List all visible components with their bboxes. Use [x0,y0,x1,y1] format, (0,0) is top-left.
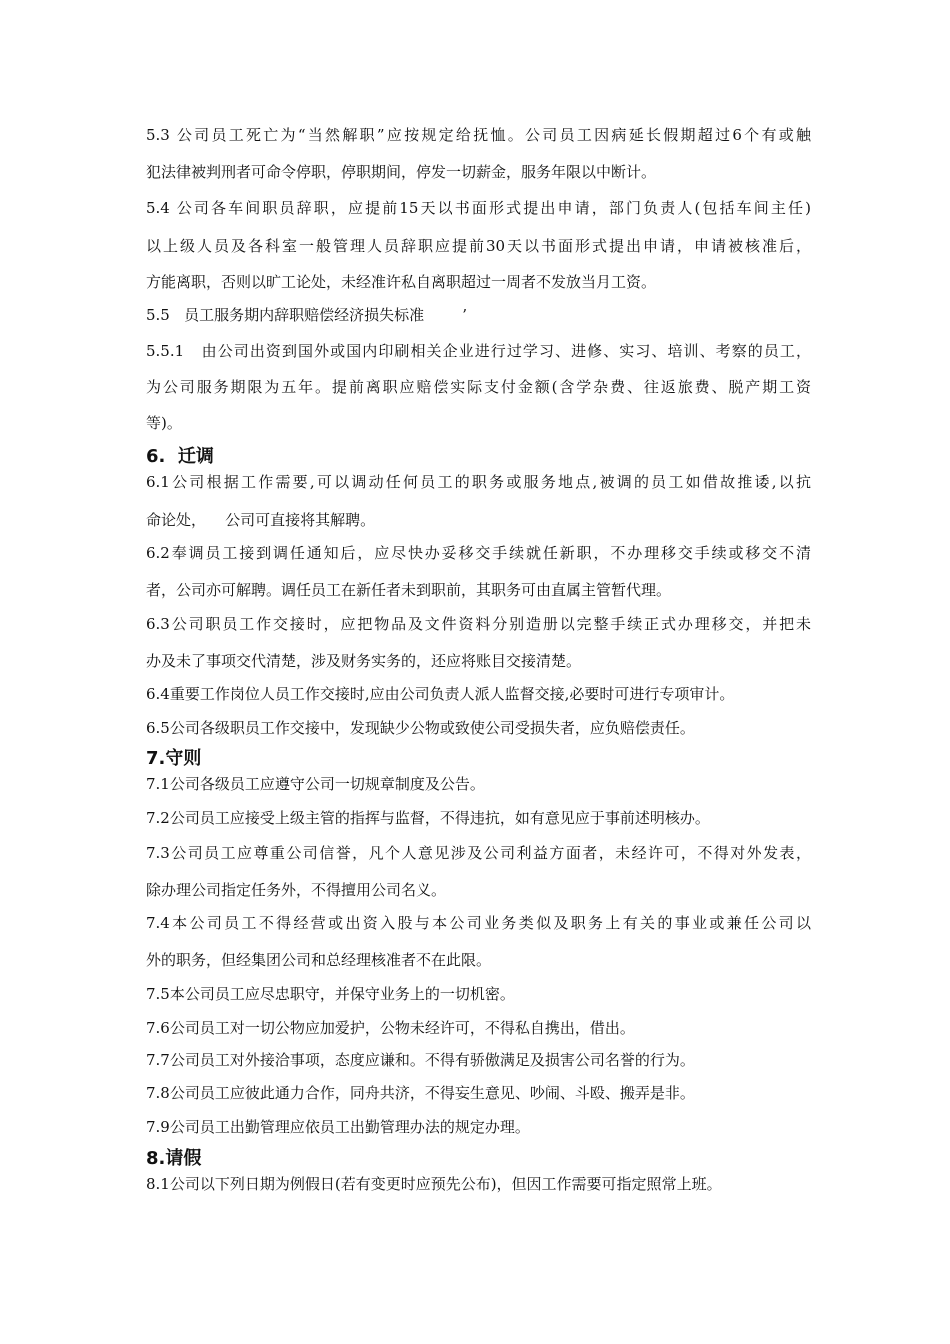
para-7-6: 7.6公司员工对一切公物应加爱护，公物未经许可，不得私自携出，借出。 [146,1019,635,1037]
para-6-1-line-1: 6.1公司根据工作需要,可以调动任何员工的职务或服务地点,被调的员工如借故推诿,以抗 [146,473,811,491]
section-7-heading: 7.守则 [146,748,202,769]
section-6-heading: 6. 迁调 [146,446,214,467]
para-7-7: 7.7公司员工对外接洽事项，态度应谦和。不得有骄傲满足及损害公司名誉的行为。 [146,1051,695,1069]
para-5-5-1-line-2: 为公司服务期限为五年。提前离职应赔偿实际支付金额(含学杂费、往返旅费、脱产期工资 [146,378,811,396]
para-7-2: 7.2公司员工应接受上级主管的指挥与监督，不得违抗，如有意见应于事前述明核办。 [146,809,710,827]
para-6-5: 6.5公司各级职员工作交接中，发现缺少公物或致使公司受损失者，应负赔偿责任。 [146,719,695,737]
para-6-3-line-1: 6.3公司职员工作交接时，应把物品及文件资料分别造册以完整手续正式办理移交，并把未 [146,615,811,633]
para-7-1: 7.1公司各级员工应遵守公司一切规章制度及公告。 [146,775,485,793]
para-7-3-line-2: 除办理公司指定任务外，不得擅用公司名义。 [146,881,447,899]
para-7-4-line-1: 7.4本公司员工不得经营或出资入股与本公司业务类似及职务上有关的事业或兼任公司以 [146,914,811,932]
para-6-4: 6.4重要工作岗位人员工作交接时,应由公司负责人派人监督交接,必要时可进行专项审计。 [146,685,735,703]
para-5-4-line-3: 方能离职，否则以旷工论处，未经准许私自离职超过一周者不发放当月工资。 [146,273,657,291]
section-8-heading: 8.请假 [146,1148,202,1169]
para-8-1: 8.1公司以下列日期为例假日(若有变更时应预先公布)，但因工作需要可指定照常上班。 [146,1175,722,1193]
para-5-5: 5.5 员工服务期内辞职赔偿经济损失标准 ’ [146,306,468,324]
para-7-9: 7.9公司员工出勤管理应依员工出勤管理办法的规定办理。 [146,1118,530,1136]
para-5-4-line-2: 以上级人员及各科室一般管理人员辞职应提前30天以书面形式提出申请，申请被核准后， [146,237,811,255]
para-6-2-line-1: 6.2奉调员工接到调任通知后，应尽快办妥移交手续就任新职，不办理移交手续或移交不清 [146,544,811,562]
para-7-4-line-2: 外的职务，但经集团公司和总经理核准者不在此限。 [146,951,492,969]
para-7-5: 7.5本公司员工应尽忠职守，并保守业务上的一切机密。 [146,985,515,1003]
para-6-1-line-2: 命论处， 公司可直接将其解聘。 [146,511,376,529]
para-7-3-line-1: 7.3公司员工应尊重公司信誉，凡个人意见涉及公司利益方面者，未经许可，不得对外发表， [146,844,811,862]
para-5-3-line-2: 犯法律被判刑者可命令停职，停职期间，停发一切薪金，服务年限以中断计。 [146,163,657,181]
para-5-4-line-1: 5.4 公司各车间职员辞职，应提前15天以书面形式提出申请，部门负责人(包括车间主任) [146,199,811,217]
para-5-5-1-line-1: 5.5.1 由公司出资到国外或国内印刷相关企业进行过学习、进修、实习、培训、考察的员工， [146,342,811,360]
para-5-5-1-line-3: 等)。 [146,414,182,432]
para-6-3-line-2: 办及未了事项交代清楚，涉及财务实务的，还应将账目交接清楚。 [146,652,582,670]
para-7-8: 7.8公司员工应彼此通力合作，同舟共济，不得妄生意见、吵闹、斗殴、搬弄是非。 [146,1084,695,1102]
para-6-2-line-2: 者，公司亦可解聘。调任员工在新任者未到职前，其职务可由直属主管暂代理。 [146,581,672,599]
para-5-3-line-1: 5.3 公司员工死亡为“当然解职”应按规定给抚恤。公司员工因病延长假期超过6个有或触 [146,126,811,144]
